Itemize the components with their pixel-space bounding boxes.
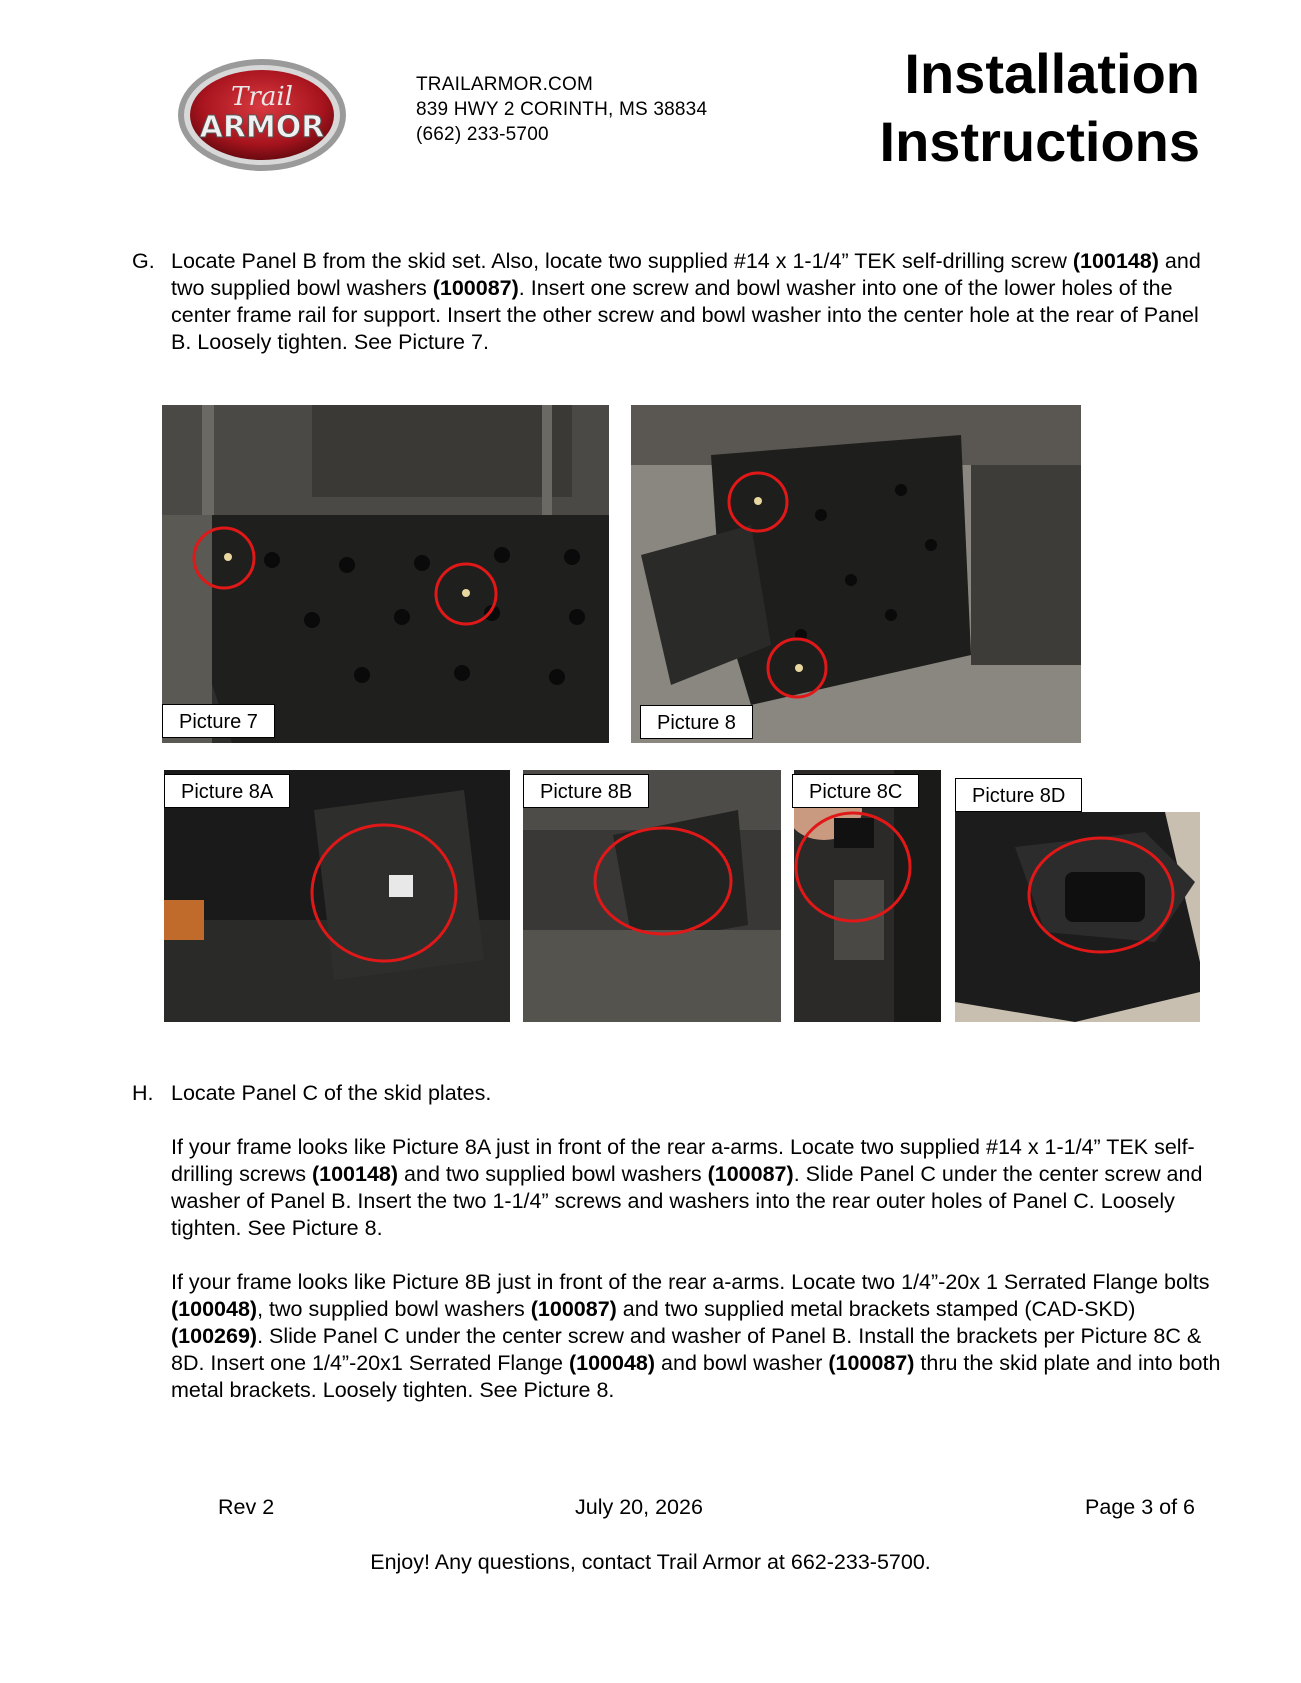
step-g-text: [171, 248, 1221, 356]
footer-contact: Enjoy! Any questions, contact Trail Armor at 662-233-5700.: [370, 1550, 931, 1574]
picture-8d-caption: Picture 8D: [955, 778, 1082, 812]
picture-8a-caption: Picture 8A: [164, 774, 290, 808]
picture-8b-caption: Picture 8B: [523, 774, 649, 808]
step-h-intro: Locate Panel C of the skid plates.: [171, 1081, 492, 1105]
picture-7-caption: Picture 7: [162, 704, 275, 738]
company-address: 839 HWY 2 CORINTH, MS 38834: [416, 99, 708, 120]
part-number: (100148): [311, 1162, 399, 1186]
company-phone: (662) 233-5700: [416, 124, 549, 145]
picture-8-photo: [631, 405, 1081, 743]
text-run: Locate Panel B from the skid set. Also, locate two supplied #14 x 1-1/4” TEK self-drilling screw: [171, 249, 1073, 273]
step-h-text: [171, 1080, 1221, 1404]
text-run: and two supplied bowl washers: [171, 249, 1201, 300]
step-h-paragraph-1: [171, 1134, 1221, 1242]
picture-8-caption: Picture 8: [640, 705, 753, 739]
text-run: . Insert one screw and bowl washer into one of the lower holes of the center frame rail for support. Insert the other screw and bowl washer into the center hole at the rear of Panel B. Loosely tighten. See Picture 7.: [171, 276, 1199, 354]
text-run: , two supplied bowl washers: [257, 1297, 531, 1321]
page-title-line1: Installation: [904, 42, 1200, 105]
step-h-letter: H.: [132, 1081, 154, 1105]
part-number: (100087): [828, 1351, 915, 1375]
part-number: (100087): [707, 1162, 794, 1186]
footer-revision: Rev 2: [218, 1495, 275, 1519]
text-run: . Slide Panel C under the center screw and washer of Panel B. Install the brackets per Picture 8C & 8D. Insert one 1/4”-20x1 Serrated Flange: [171, 1324, 1202, 1375]
picture-8d-photo: [955, 812, 1200, 1022]
text-run: and two supplied bowl washers: [398, 1162, 708, 1186]
page-title: [880, 40, 1200, 176]
text-run: If your frame looks like Picture 8B just in front of the rear a-arms. Locate two 1/4”-20x 1 Serrated Flange bolts: [171, 1270, 1210, 1294]
part-number: (100087): [530, 1297, 617, 1321]
footer-date: July 20, 2026: [575, 1495, 703, 1519]
trail-armor-logo: [176, 57, 348, 173]
part-number: (100048): [171, 1297, 258, 1321]
part-number: (100148): [1072, 249, 1159, 273]
step-g-letter: G.: [132, 249, 155, 273]
page-title-line2: Instructions: [879, 110, 1200, 173]
company-website: TRAILARMOR.COM: [416, 74, 593, 95]
text-run: and two supplied metal brackets stamped (CAD-SKD): [616, 1297, 1136, 1321]
part-number: (100048): [568, 1351, 656, 1375]
picture-8c-caption: Picture 8C: [792, 774, 919, 808]
text-run: . Slide Panel C under the center screw and washer of Panel B. Insert the two 1-1/4” screws and washers into the rear outer holes of Panel C. Loosely tighten. See Picture 8.: [171, 1162, 1203, 1240]
text-run: If your frame looks like Picture 8A just in front of the rear a-arms. Locate two supplied #14 x 1-1/4” TEK self-drilling screws: [171, 1135, 1195, 1186]
step-h-paragraph-2: [171, 1269, 1221, 1404]
step-g-paragraph: [171, 248, 1221, 356]
text-run: and bowl washer: [655, 1351, 829, 1375]
text-run: thru the skid plate and into both metal brackets. Loosely tighten. See Picture 8.: [171, 1351, 1221, 1402]
picture-7-photo: [162, 405, 609, 743]
logo-text-top: Trail: [231, 82, 293, 112]
footer-page-number: Page 3 of 6: [1085, 1495, 1195, 1519]
part-number: (100269): [171, 1324, 258, 1348]
logo-text-bottom: ARMOR: [199, 110, 325, 145]
part-number: (100087): [432, 276, 519, 300]
